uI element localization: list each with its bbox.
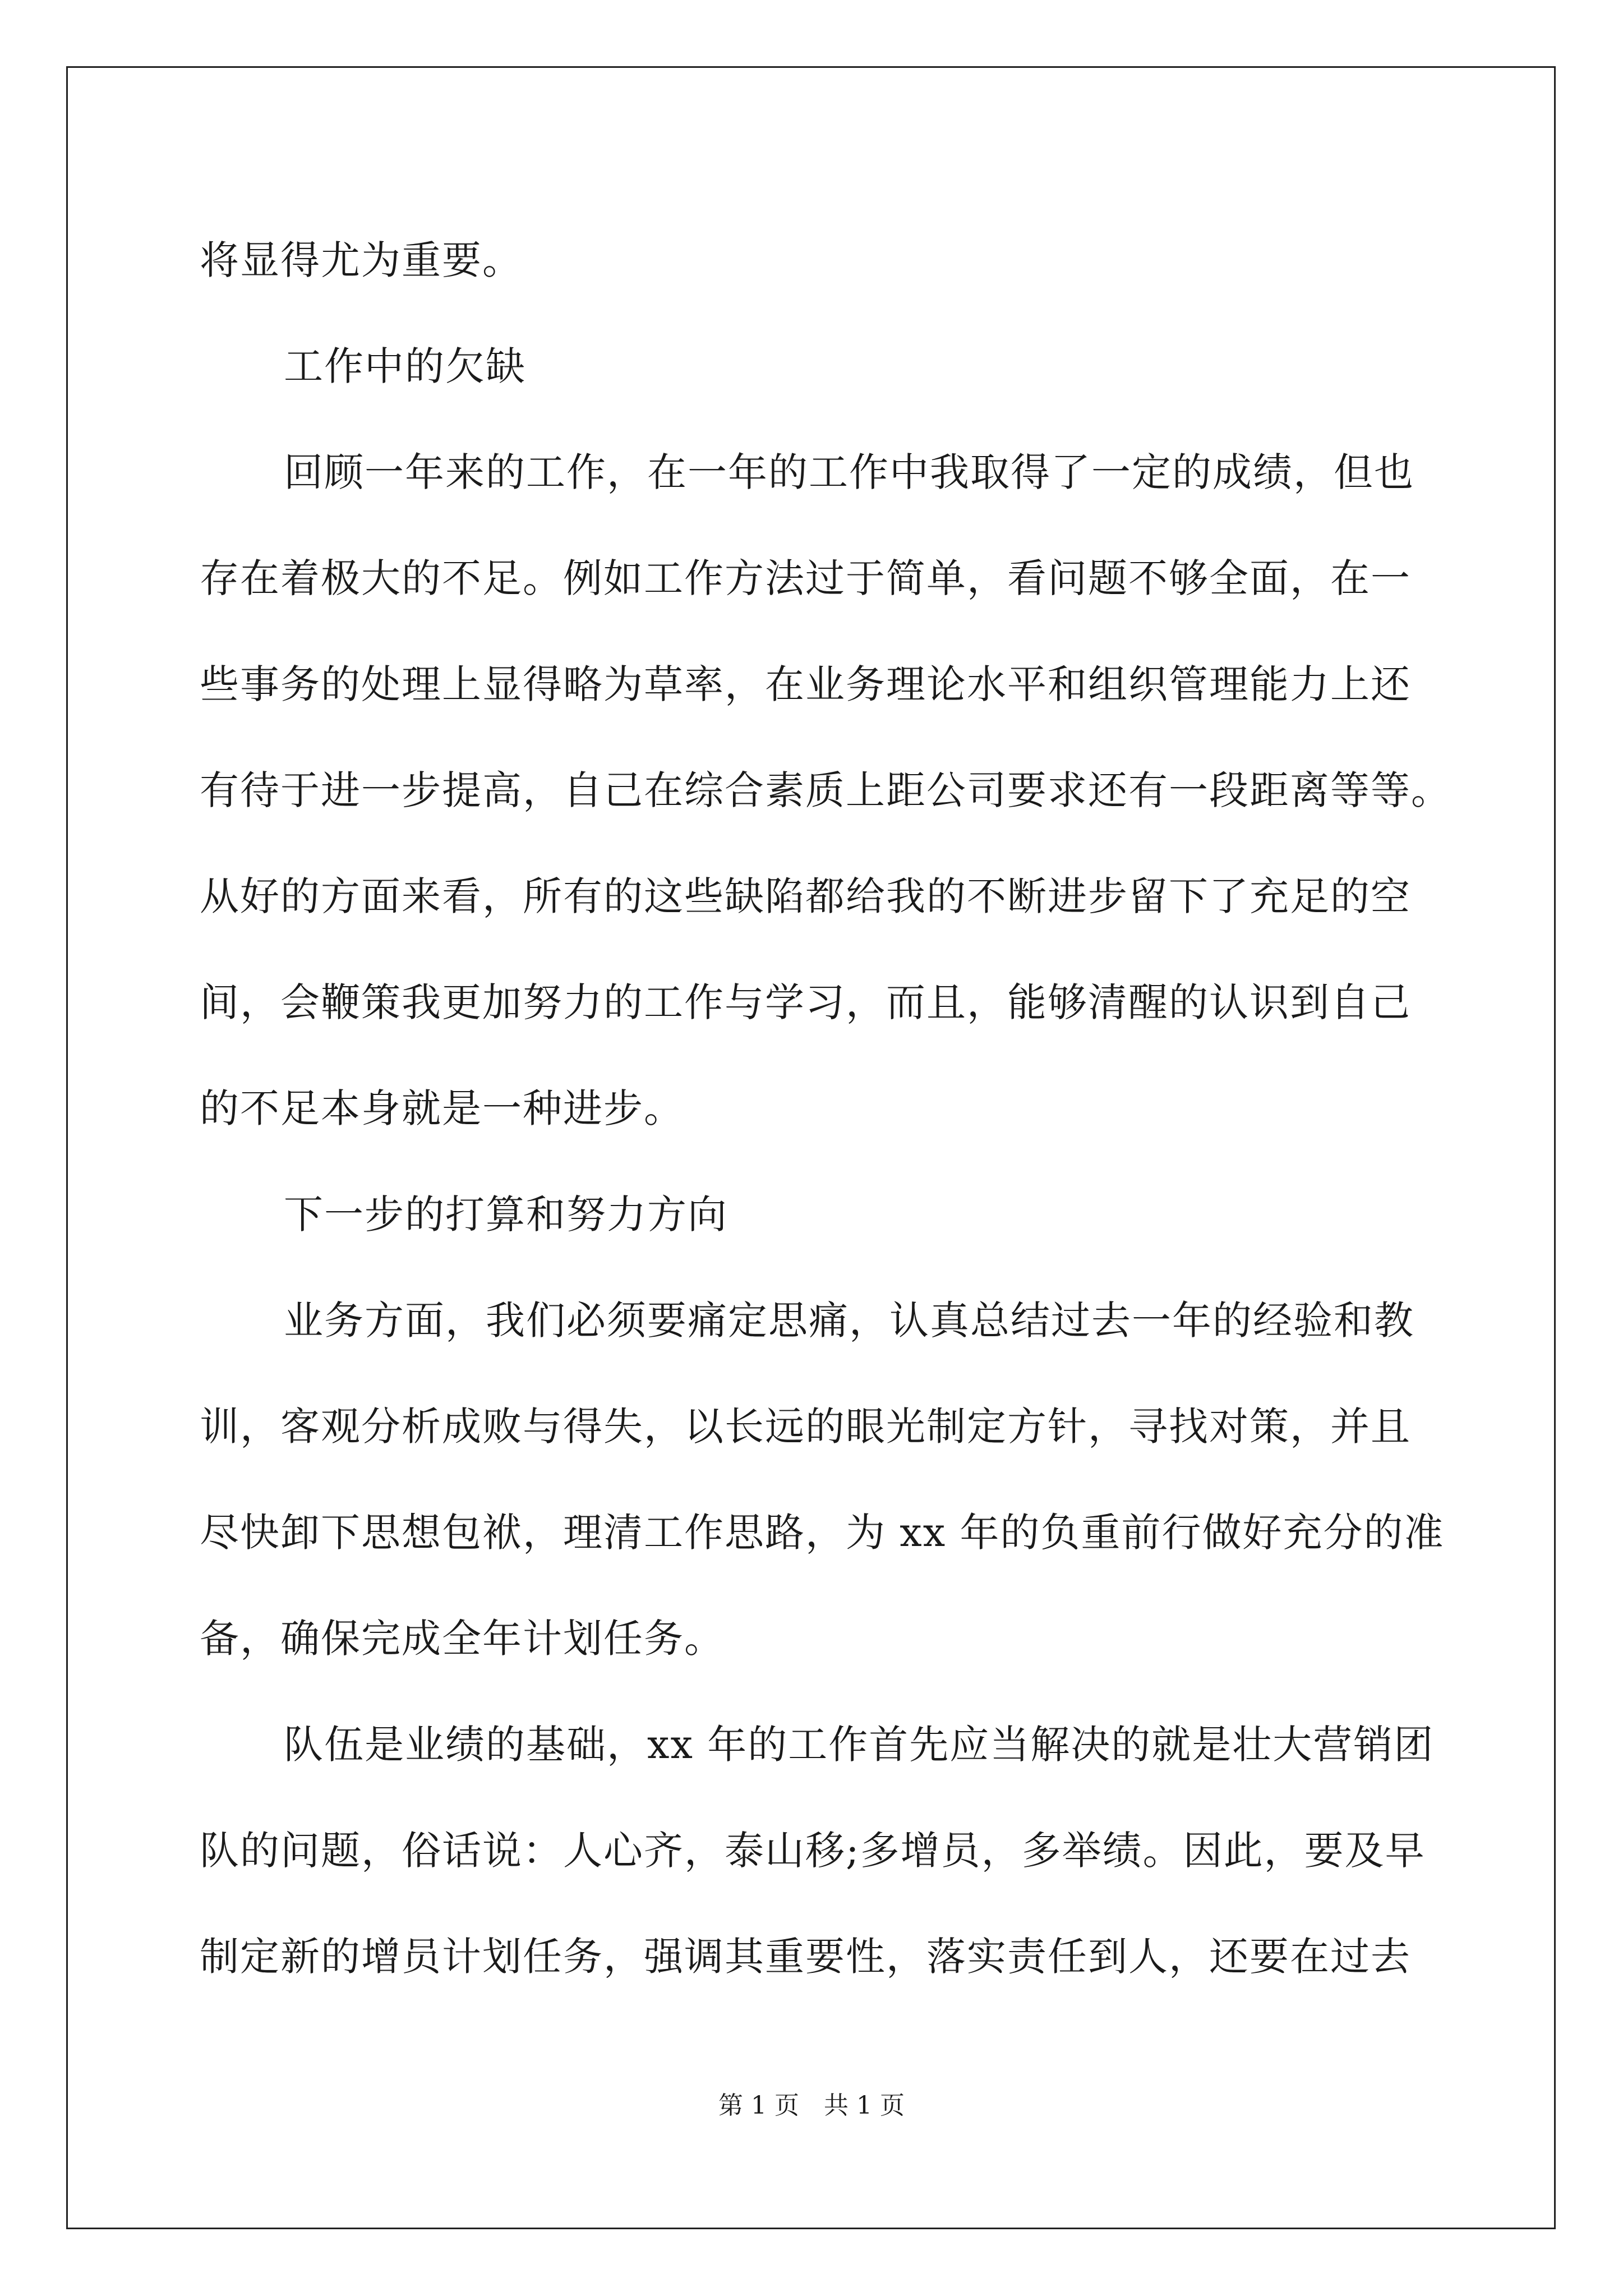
text-line-1: 将显得尤为重要。 [200,237,523,283]
text-line-6: 有待于进一步提高，自己在综合素质上距公司要求还有一段距离等等。 [200,767,1451,813]
section-heading-shortcomings: 工作中的欠缺 [284,343,526,389]
text-line-11: 业务方面，我们必须要痛定思痛，认真总结过去一年的经验和教 [284,1297,1414,1343]
text-line-17: 制定新的增员计划任务，强调其重要性，落实责任到人，还要在过去 [200,1934,1411,1980]
page-number: 第 1 页 [718,2091,799,2120]
text-line-7: 从好的方面来看，所有的这些缺陷都给我的不断进步留下了充足的空 [200,873,1411,919]
text-line-8: 间，会鞭策我更加努力的工作与学习，而且，能够清醒的认识到自己 [200,979,1411,1025]
text-line-15: 队伍是业绩的基础，xx 年的工作首先应当解决的就是壮大营销团 [284,1722,1435,1768]
text-line-9: 的不足本身就是一种进步。 [200,1085,684,1131]
text-line-16: 队的问题，俗话说：人心齐，泰山移;多增员，多举绩。因此，要及早 [200,1828,1426,1874]
section-heading-next-steps: 下一步的打算和努力方向 [284,1191,728,1237]
text-line-14: 备，确保完成全年计划任务。 [200,1616,725,1662]
text-line-13: 尽快卸下思想包袱，理清工作思路，为 xx 年的负重前行做好充分的准 [200,1510,1445,1556]
text-line-12: 训，客观分析成败与得失，以长远的眼光制定方针，寻找对策，并且 [200,1404,1411,1450]
page-footer [0,2089,1623,2123]
text-line-4: 存在着极大的不足。例如工作方法过于简单，看问题不够全面，在一 [200,555,1411,601]
text-line-3: 回顾一年来的工作，在一年的工作中我取得了一定的成绩，但也 [284,449,1414,495]
page-total: 共 1 页 [824,2091,905,2120]
text-line-5: 些事务的处理上显得略为草率，在业务理论水平和组织管理能力上还 [200,661,1411,707]
document-body [200,208,1451,2010]
